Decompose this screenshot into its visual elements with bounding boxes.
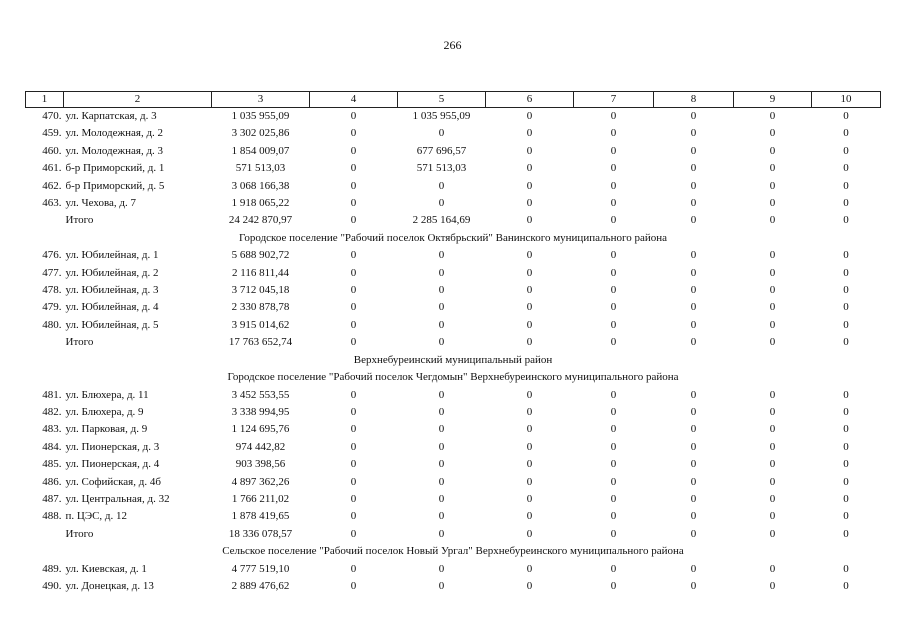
value-cell: 0 [438,336,445,349]
table-row [26,265,881,282]
value-cell: 0 [350,249,357,262]
value-cell: 4 897 362,26 [231,475,290,488]
value-cell: 0 [769,388,776,401]
value-cell: 0 [769,318,776,331]
address-cell: ул. Донецкая, д. 13 [65,579,154,592]
value-cell: 0 [438,284,445,297]
address-cell: ул. Юбилейная, д. 5 [65,318,159,331]
value-cell: 0 [690,405,697,418]
value-cell: 3 712 045,18 [231,284,290,297]
value-cell: 3 915 014,62 [231,318,290,331]
value-cell: 0 [526,336,533,349]
row-number: 486. [42,475,62,488]
value-cell: 974 442,82 [235,440,286,453]
value-cell: 571 513,03 [235,162,286,175]
column-number-cell: 1 [26,92,64,108]
value-cell: 1 766 211,02 [231,492,290,505]
value-cell: 0 [526,284,533,297]
value-cell: 0 [843,179,849,192]
section-heading-row [26,543,881,560]
value-cell: 1 878 419,65 [231,510,290,523]
value-cell: 0 [610,423,617,436]
value-cell: 0 [526,144,533,157]
table-body [26,92,881,596]
row-number: 482. [42,405,62,418]
address-cell: Итого [65,336,94,349]
value-cell: 0 [690,197,697,210]
row-number: 478. [42,284,62,297]
value-cell: 0 [690,492,697,505]
address-cell: б-р Приморский, д. 1 [65,162,165,175]
row-number [26,526,64,543]
table-row [26,125,881,142]
address-cell: б-р Приморский, д. 5 [65,179,165,192]
value-cell: 0 [769,301,776,314]
value-cell: 17 763 652,74 [228,336,293,349]
value-cell: 0 [843,197,849,210]
address-cell: ул. Чехова, д. 7 [65,197,137,210]
value-cell: 0 [843,579,849,592]
value-cell: 0 [769,249,776,262]
table-row [26,299,881,316]
value-cell: 0 [526,110,533,122]
address-cell: ул. Пионерская, д. 3 [65,440,160,453]
value-cell: 0 [438,579,445,592]
value-cell: 0 [610,405,617,418]
value-cell: 2 116 811,44 [232,266,289,279]
address-cell: ул. Юбилейная, д. 3 [65,284,159,297]
value-cell: 0 [610,214,617,227]
row-number: 479. [42,301,62,314]
value-cell: 0 [690,249,697,262]
value-cell: 0 [690,527,697,540]
value-cell: 0 [350,562,357,575]
value-cell: 0 [526,266,533,279]
row-number: 483. [42,423,62,436]
value-cell: 0 [843,527,849,540]
address-cell: ул. Юбилейная, д. 4 [65,301,159,314]
value-cell: 0 [526,423,533,436]
value-cell: 0 [526,405,533,418]
value-cell: 0 [843,492,849,505]
row-number: 462. [42,179,62,192]
address-cell: ул. Юбилейная, д. 2 [65,266,159,279]
table-row [26,439,881,456]
address-cell: Итого [65,214,94,227]
value-cell: 0 [690,284,697,297]
value-cell: 0 [526,475,533,488]
value-cell: 0 [690,440,697,453]
address-cell: ул. Молодежная, д. 3 [65,144,164,157]
value-cell: 677 696,57 [416,144,467,157]
value-cell: 0 [438,179,445,192]
value-cell: 0 [350,527,357,540]
address-cell: ул. Блюхера, д. 9 [65,405,144,418]
total-row [26,526,881,543]
row-number: 459. [42,127,62,140]
value-cell: 0 [438,562,445,575]
value-cell: 1 854 009,07 [231,144,290,157]
value-cell: 0 [690,127,697,140]
value-cell: 0 [769,405,776,418]
value-cell: 0 [610,197,617,210]
value-cell: 0 [350,127,357,140]
value-cell: 0 [526,458,533,471]
value-cell: 0 [769,144,776,157]
value-cell: 0 [350,266,357,279]
value-cell: 0 [350,162,357,175]
value-cell: 0 [690,144,697,157]
row-number [26,334,64,351]
value-cell: 0 [610,388,617,401]
value-cell: 0 [438,527,445,540]
value-cell: 0 [610,475,617,488]
table-row [26,421,881,438]
row-number: 460. [42,144,62,157]
row-number: 484. [42,440,62,453]
value-cell: 0 [610,562,617,575]
value-cell: 0 [769,579,776,592]
value-cell: 0 [610,440,617,453]
value-cell: 0 [690,110,697,122]
value-cell: 0 [690,510,697,523]
row-number: 485. [42,458,62,471]
address-cell: ул. Молодежная, д. 2 [65,127,164,140]
value-cell: 0 [843,266,849,279]
value-cell: 0 [610,127,617,140]
value-cell: 1 035 955,09 [231,110,290,122]
value-cell: 3 302 025,86 [231,127,290,140]
value-cell: 0 [769,527,776,540]
table-row [26,178,881,195]
value-cell: 0 [526,562,533,575]
table-row [26,317,881,334]
value-cell: 0 [690,162,697,175]
value-cell: 0 [843,405,849,418]
table-row [26,247,881,264]
value-cell: 0 [350,197,357,210]
value-cell: 0 [843,301,849,314]
value-cell: 0 [769,214,776,227]
value-cell: 0 [690,423,697,436]
value-cell: 3 068 166,38 [231,179,290,192]
value-cell: 0 [610,458,617,471]
value-cell: 0 [690,458,697,471]
value-cell: 0 [610,301,617,314]
section-heading: Сельское поселение "Рабочий поселок Новый Ургал" Верхнебуреинского муниципального района [222,545,684,558]
value-cell: 0 [350,179,357,192]
row-number: 463. [42,197,62,210]
value-cell: 0 [690,336,697,349]
address-cell: ул. Блюхера, д. 11 [65,388,149,401]
section-heading-row [26,230,881,247]
table-row [26,160,881,177]
value-cell: 0 [769,266,776,279]
value-cell: 1 124 695,76 [231,423,290,436]
value-cell: 0 [769,423,776,436]
table-row [26,508,881,525]
address-cell: ул. Юбилейная, д. 1 [65,249,159,262]
value-cell: 0 [843,110,849,122]
column-number-cell: 5 [398,92,486,108]
value-cell: 0 [610,144,617,157]
value-cell: 0 [438,492,445,505]
column-number-cell: 9 [734,92,812,108]
table-row [26,282,881,299]
value-cell: 2 285 164,69 [412,214,471,227]
value-cell: 0 [610,162,617,175]
value-cell: 0 [610,110,617,122]
value-cell: 0 [610,179,617,192]
value-cell: 0 [438,388,445,401]
value-cell: 0 [843,562,849,575]
value-cell: 0 [610,492,617,505]
value-cell: 0 [350,440,357,453]
value-cell: 0 [438,510,445,523]
value-cell: 5 688 902,72 [231,249,290,262]
value-cell: 0 [350,388,357,401]
row-number: 477. [42,266,62,279]
value-cell: 3 452 553,55 [231,388,290,401]
value-cell: 0 [843,318,849,331]
value-cell: 0 [350,579,357,592]
value-cell: 0 [769,562,776,575]
value-cell: 24 242 870,97 [228,214,293,227]
value-cell: 0 [843,162,849,175]
value-cell: 1 035 955,09 [412,110,471,122]
value-cell: 0 [438,423,445,436]
value-cell: 0 [690,475,697,488]
value-cell: 4 777 519,10 [231,562,290,575]
value-cell: 0 [690,388,697,401]
value-cell: 0 [526,249,533,262]
value-cell: 0 [610,527,617,540]
value-cell: 0 [350,492,357,505]
value-cell: 0 [843,249,849,262]
value-cell: 0 [610,579,617,592]
value-cell: 0 [843,388,849,401]
value-cell: 0 [438,458,445,471]
value-cell: 18 336 078,57 [228,527,293,540]
value-cell: 0 [769,492,776,505]
value-cell: 1 918 065,22 [231,197,290,210]
column-number-cell: 10 [812,92,881,108]
value-cell: 0 [438,318,445,331]
value-cell: 0 [526,440,533,453]
table-row [26,456,881,473]
row-number: 488. [42,510,62,523]
value-cell: 0 [526,162,533,175]
table-row [26,474,881,491]
value-cell: 0 [690,301,697,314]
value-cell: 0 [843,127,849,140]
value-cell: 0 [438,440,445,453]
value-cell: 0 [350,110,357,122]
value-cell: 0 [690,179,697,192]
value-cell: 0 [438,266,445,279]
value-cell: 0 [438,197,445,210]
value-cell: 0 [438,301,445,314]
table-row [26,143,881,160]
data-table [25,91,881,595]
value-cell: 0 [769,179,776,192]
value-cell: 0 [526,388,533,401]
value-cell: 0 [843,475,849,488]
row-number: 490. [42,579,62,592]
value-cell: 0 [350,475,357,488]
value-cell: 0 [769,510,776,523]
value-cell: 0 [438,127,445,140]
value-cell: 903 398,56 [235,458,286,471]
page-number: 266 [443,38,462,52]
value-cell: 0 [610,318,617,331]
value-cell: 0 [350,144,357,157]
value-cell: 0 [843,423,849,436]
value-cell: 2 330 878,78 [231,301,290,314]
table-row [26,404,881,421]
value-cell: 0 [526,510,533,523]
value-cell: 0 [610,266,617,279]
section-heading: Городское поселение "Рабочий поселок Чегдомын" Верхнебуреинского муниципального района [227,371,679,384]
column-number-cell: 2 [64,92,212,108]
address-cell: ул. Киевская, д. 1 [65,562,147,575]
value-cell: 0 [769,440,776,453]
value-cell: 0 [526,318,533,331]
row-number [26,212,64,229]
value-cell: 0 [769,284,776,297]
value-cell: 0 [350,214,357,227]
value-cell: 0 [843,336,849,349]
value-cell: 0 [843,440,849,453]
value-cell: 0 [350,301,357,314]
row-number: 480. [42,318,62,331]
value-cell: 0 [769,458,776,471]
section-heading: Верхнебуреинский муниципальный район [353,353,553,366]
column-number-cell: 4 [310,92,398,108]
value-cell: 0 [769,127,776,140]
value-cell: 0 [350,318,357,331]
address-cell: п. ЦЭС, д. 12 [65,510,128,523]
value-cell: 0 [526,301,533,314]
value-cell: 0 [843,510,849,523]
value-cell: 0 [610,336,617,349]
value-cell: 0 [350,284,357,297]
value-cell: 0 [843,214,849,227]
value-cell: 0 [610,249,617,262]
value-cell: 0 [350,423,357,436]
value-cell: 0 [526,527,533,540]
address-cell: ул. Парковая, д. 9 [65,423,148,436]
value-cell: 0 [526,579,533,592]
value-cell: 0 [843,284,849,297]
value-cell: 0 [769,162,776,175]
value-cell: 0 [769,336,776,349]
column-number-row [26,92,881,108]
table-row [26,195,881,212]
row-number: 476. [42,249,62,262]
row-number: 461. [42,162,62,175]
total-row [26,212,881,229]
address-cell: ул. Центральная, д. 32 [65,492,170,505]
value-cell: 0 [610,284,617,297]
address-cell: ул. Софийская, д. 4б [65,475,161,488]
table-row [26,578,881,595]
value-cell: 0 [526,492,533,505]
value-cell: 0 [526,197,533,210]
row-number: 470. [42,110,62,122]
value-cell: 0 [526,127,533,140]
value-cell: 0 [769,475,776,488]
value-cell: 0 [438,405,445,418]
address-cell: ул. Пионерская, д. 4 [65,458,160,471]
value-cell: 0 [690,579,697,592]
value-cell: 0 [438,475,445,488]
section-heading-row [26,369,881,386]
table-row [26,387,881,404]
value-cell: 0 [843,458,849,471]
value-cell: 3 338 994,95 [231,405,290,418]
table-row [26,108,881,126]
address-cell: ул. Карпатская, д. 3 [65,110,157,122]
column-number-cell: 3 [212,92,310,108]
column-number-cell: 7 [574,92,654,108]
section-heading-row [26,352,881,369]
value-cell: 0 [350,405,357,418]
value-cell: 0 [438,249,445,262]
value-cell: 2 889 476,62 [231,579,290,592]
value-cell: 0 [350,336,357,349]
value-cell: 0 [769,197,776,210]
value-cell: 0 [690,214,697,227]
value-cell: 0 [769,110,776,122]
total-row [26,334,881,351]
value-cell: 0 [526,179,533,192]
value-cell: 571 513,03 [416,162,467,175]
value-cell: 0 [610,510,617,523]
row-number: 489. [42,562,62,575]
table-row [26,561,881,578]
row-number: 487. [42,492,62,505]
value-cell: 0 [526,214,533,227]
row-number: 481. [42,388,62,401]
value-cell: 0 [690,266,697,279]
value-cell: 0 [843,144,849,157]
value-cell: 0 [690,562,697,575]
value-cell: 0 [350,510,357,523]
column-number-cell: 8 [654,92,734,108]
section-heading: Городское поселение "Рабочий поселок Октябрьский" Ванинского муниципального района [239,231,667,244]
table-row [26,491,881,508]
column-number-cell: 6 [486,92,574,108]
value-cell: 0 [690,318,697,331]
address-cell: Итого [65,527,94,540]
value-cell: 0 [350,458,357,471]
